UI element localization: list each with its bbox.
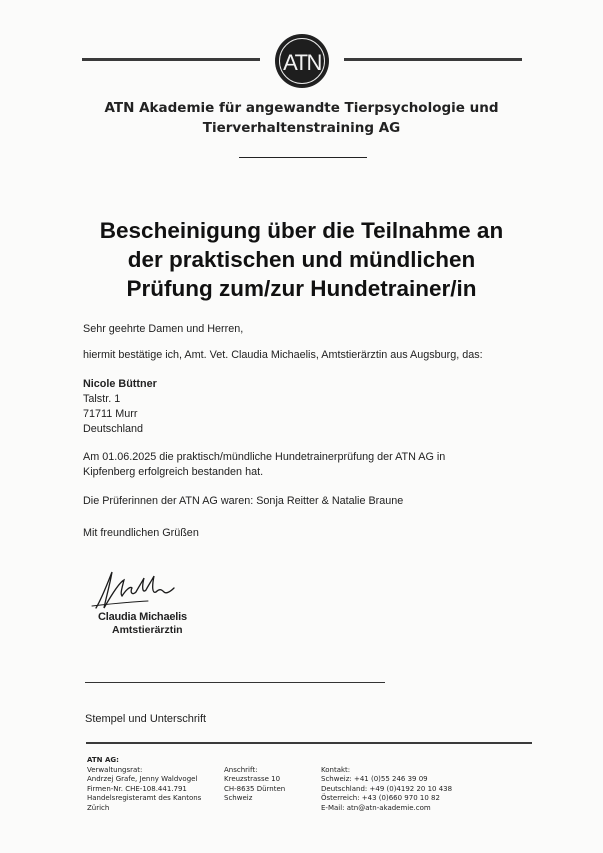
- header-rule-left: [82, 58, 260, 61]
- recipient-name: Nicole Büttner: [83, 378, 157, 390]
- title-line-3: Prüfung zum/zur Hundetrainer/in: [126, 276, 477, 301]
- organisation-line-2: Tierverhaltenstraining AG: [202, 120, 401, 136]
- handwritten-signature: [90, 568, 180, 617]
- footer-board-members: Andrzej Grafe, Jenny Waldvogel: [87, 775, 198, 784]
- result-line-1: Am 01.06.2025 die praktisch/mündliche Hundetrainerprüfung der ATN AG in: [83, 451, 446, 463]
- organisation-name: [0, 98, 603, 138]
- stamp-label: Stempel und Unterschrift: [85, 713, 207, 725]
- recipient-city: 71711 Murr: [83, 408, 138, 420]
- signatory-name: Claudia Michaelis: [98, 611, 187, 623]
- footer-contact-label: Kontakt:: [321, 765, 351, 774]
- footer-contact: [321, 766, 452, 814]
- title-line-1: Bescheinigung über die Teilnahme an: [99, 218, 504, 243]
- title-line-2: der praktischen und mündlichen: [127, 247, 476, 272]
- examiners-text: Die Prüferinnen der ATN AG waren: Sonja Reitter & Natalie Braune: [83, 495, 404, 507]
- footer-address-label: Anschrift:: [224, 765, 258, 774]
- atn-logo: [275, 34, 329, 88]
- footer-phone-austria: Österreich: +43 (0)660 970 10 82: [321, 794, 440, 803]
- salutation: Sehr geehrte Damen und Herren,: [83, 323, 244, 335]
- intro-text: hiermit bestätige ich, Amt. Vet. Claudia Michaelis, Amtstierärztin aus Augsburg, das:: [83, 349, 483, 361]
- footer-rule: [86, 742, 532, 744]
- footer-country: Schweiz: [224, 794, 253, 803]
- footer-phone-germany: Deutschland: +49 (0)4192 20 10 438: [321, 784, 453, 793]
- footer-street: Kreuzstrasse 10: [224, 775, 281, 784]
- footer-address: [224, 766, 285, 804]
- footer-email[interactable]: E-Mail: atn@atn-akademie.com: [321, 803, 431, 812]
- svg-text:ATN: ATN: [283, 50, 321, 75]
- header-rule-right: [344, 58, 522, 61]
- signature-line: [85, 682, 385, 683]
- footer-registry-line-2: Zürich: [87, 803, 110, 812]
- signatory-role: Amtstierärztin: [112, 624, 183, 636]
- certificate-title: [0, 216, 603, 303]
- footer-company-number: Firmen-Nr. CHE-108.441.791: [87, 784, 187, 793]
- closing-text: Mit freundlichen Grüßen: [83, 527, 199, 539]
- recipient-street: Talstr. 1: [83, 393, 121, 405]
- footer-city: CH-8635 Dürnten: [224, 784, 286, 793]
- footer-board-label: Verwaltungsrat:: [87, 765, 143, 774]
- footer-company-name: ATN AG:: [87, 756, 119, 764]
- footer-registry-line-1: Handelsregisteramt des Kantons: [87, 794, 202, 803]
- recipient-country: Deutschland: [83, 423, 144, 435]
- exam-result: [83, 450, 445, 480]
- recipient-address: [83, 377, 157, 437]
- organisation-line-1: ATN Akademie für angewandte Tierpsychologie und: [104, 100, 499, 116]
- footer-company: [87, 756, 201, 814]
- organisation-underline: [239, 157, 367, 158]
- result-line-2: Kipfenberg erfolgreich bestanden hat.: [83, 466, 264, 478]
- footer-phone-switzerland: Schweiz: +41 (0)55 246 39 09: [321, 775, 428, 784]
